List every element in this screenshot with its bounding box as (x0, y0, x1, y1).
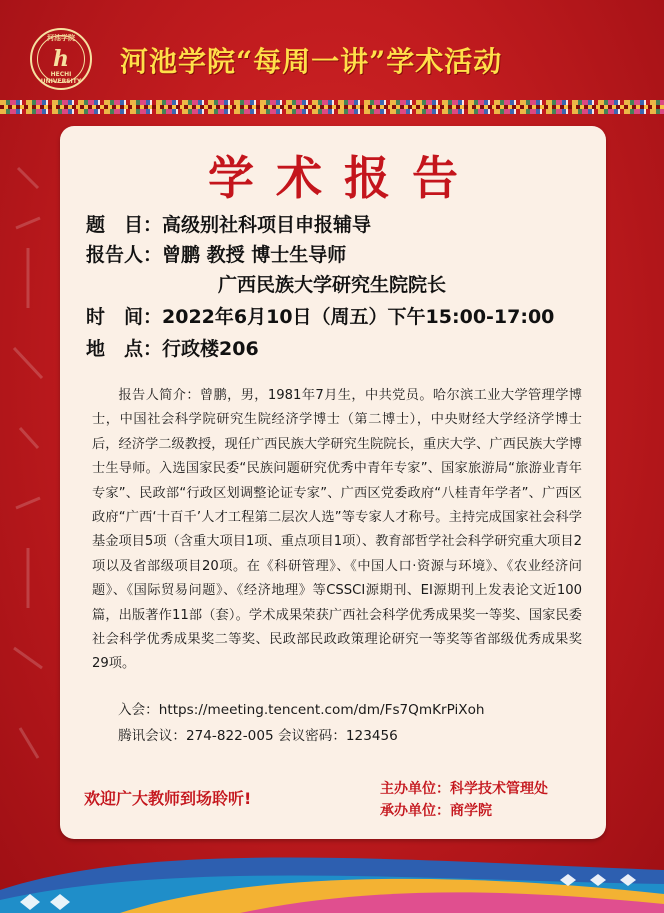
event-series-title: 河池学院“每周一讲”学术活动 (120, 45, 503, 78)
decorative-wave-band (0, 850, 664, 913)
info-location (86, 334, 259, 361)
info-value: 行政楼206 (162, 338, 259, 360)
report-title: 学术报告 (208, 151, 480, 205)
speaker-bio: 报告人简介：曾鹏，男，1981年7月生，中共党员。哈尔滨工业大学管理学博士，中国社会科学院研究生院经济学博士（第二博士），中央财经大学经济学博士后，经济学二级教授，现任广西民族大学研究生院院长，重庆大学、广西民族大学博士生导师。入选国家民委“民族问题研究优秀中青年专家”、国家旅游局“旅游业青年专家”、民政部“行政区划调整论证专家”、广西区党委政府“八桂青年学者”、广西区政府“广西‘十百千’人才工程第二层次人选”等专家人才称号。主持完成国家社会科学基金项目5项（含重大项目1项、重点项目1项）、教育部哲学社会科学研究重大项目2项以及省部级项目20项。在《科研管理》、《中国人口·资源与环境》、《农业经济问题》、《国际贸易问题》、《经济地理》等CSSCI源期刊、EI源期刊上发表论文近100篇，出版著作11部（套）。学术成果荣获广西社会科学优秀成果奖一等奖、国家民委社会科学优秀成果奖二等奖、民政部民政政策理论研究一等奖等省部级优秀成果奖29项。 (92, 388, 582, 672)
info-speaker-title (218, 270, 446, 297)
info-label: 题 目： (86, 214, 163, 236)
logo-text-bottom: HECHI UNIVERSITY (40, 71, 82, 85)
university-logo (30, 28, 92, 90)
meeting-info (118, 698, 598, 752)
info-value: 广西民族大学研究生院院长 (218, 274, 447, 296)
report-card (60, 126, 606, 839)
info-topic (86, 210, 371, 237)
organizer: 主办单位：科学技术管理处 (380, 781, 548, 797)
co-organizer: 承办单位：商学院 (380, 803, 492, 819)
info-value: 曾鹏 教授 博士生导师 (162, 244, 347, 266)
info-value: 高级别社科项目申报辅导 (162, 214, 372, 236)
logo-text-top: 河池学院 (47, 34, 75, 42)
header (0, 0, 664, 98)
info-value: 2022年6月10日（周五）下午15:00-17:00 (162, 306, 555, 328)
welcome-text: 欢迎广大教师到场聆听! (84, 789, 252, 808)
organizers (380, 778, 548, 822)
info-label: 报告人： (86, 244, 163, 266)
ethnic-pattern-border (0, 100, 664, 114)
background-calligraphy (8, 148, 48, 788)
info-label: 时 间： (86, 306, 163, 328)
info-label: 地 点： (86, 338, 163, 360)
info-time (86, 302, 554, 329)
logo-mark: h (53, 46, 69, 72)
info-speaker (86, 240, 346, 267)
meeting-id: 腾讯会议：274-822-005 会议密码：123456 (118, 728, 398, 744)
meeting-link[interactable]: 入会：https://meeting.tencent.com/dm/Fs7QmKrPiXoh (118, 702, 485, 718)
